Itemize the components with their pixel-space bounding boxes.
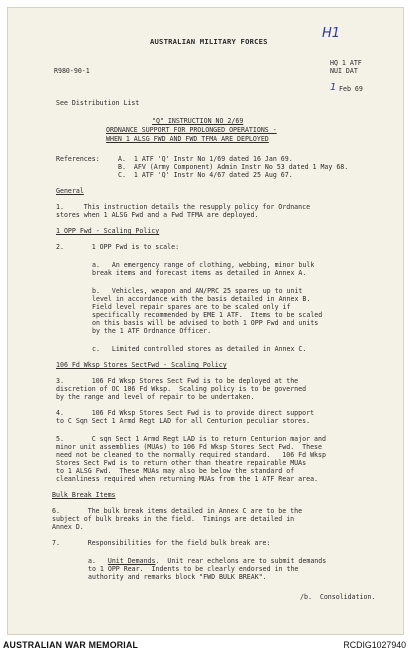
references-label: References: <box>56 155 100 163</box>
footer-bar <box>0 636 410 654</box>
paragraph-7a-text: . Unit rear echelons are to submit demands <box>155 557 327 565</box>
section-heading-bulk-break: Bulk Break Items <box>52 491 116 499</box>
paragraph-4-line-1: 4. 106 Fd Wksp Stores Sect Fwd is to provide direct support <box>56 409 315 417</box>
document-heading: AUSTRALIAN MILITARY FORCES <box>150 37 268 46</box>
section-heading-opp: 1 OPP Fwd - Scaling Policy <box>56 227 160 235</box>
paragraph-5-line-2: minor unit assemblies (MUAs) to 106 Fd Wksp Stores Sect Fwd. These <box>56 443 322 451</box>
continuation-line: /b. Consolidation. <box>300 593 376 601</box>
instruction-title: "Q" INSTRUCTION NO 2/69 <box>152 117 244 125</box>
paragraph-2b-line-5: on this basis will be advised to both 1 OPP Fwd and units <box>92 319 319 327</box>
reference-c: C. 1 ATF 'Q' Instr No 4/67 dated 25 Aug 67. <box>118 171 293 179</box>
paragraph-2c: c. Limited controlled stores as detailed in Annex C. <box>92 345 307 353</box>
paragraph-7a-line-2: to 1 OPP Rear. Indents to be clearly endorsed in the <box>88 565 299 573</box>
paragraph-1-line-1: 1. This instruction details the resupply policy for Ordnance <box>56 203 311 211</box>
reference-b: B. AFV (Army Component) Admin Instr No 53 dated 1 May 68. <box>118 163 349 171</box>
paragraph-1-line-2: stores when 1 ALSG Fwd and a Fwd TFMA are deployed. <box>56 211 259 219</box>
paragraph-2b-line-6: by the 1 ATF Ordnance Officer. <box>92 327 212 335</box>
paragraph-7a-label: a. <box>88 557 108 565</box>
paragraph-5-line-1: 5. C sqn Sect 1 Armd Regt LAD is to return Centurion major and <box>56 435 326 443</box>
instruction-subtitle-2: WHEN 1 ALSG FWD AND FWD TFMA ARE DEPLOYED <box>106 135 269 143</box>
paragraph-2b-line-4: specifically recommended by EME 1 ATF. Items to be scaled <box>92 311 323 319</box>
paragraph-2b-line-2: level in accordance with the basis detailed in Annex B. <box>92 295 311 303</box>
section-heading-wksp: 106 Fd Wksp Stores SectFwd - Scaling Policy <box>56 361 227 369</box>
reference-a: A. 1 ATF 'Q' Instr No 1/69 dated 16 Jan 69. <box>118 155 293 163</box>
paragraph-3-line-2: discretion of OC 106 Fd Wksp. Scaling policy is to be governed <box>56 385 307 393</box>
paragraph-5-line-4: Stores Sect Fwd is to return other than theatre repairable MUAs <box>56 459 307 467</box>
paragraph-2: 2. 1 OPP Fwd is to scale: <box>56 243 180 251</box>
paragraph-6-line-3: Annex D. <box>52 523 84 531</box>
paragraph-7a-line-3: authority and remarks block "FWD BULK BREAK". <box>88 573 267 581</box>
paragraph-3-line-1: 3. 106 Fd Wksp Stores Sect Fwd is to be deployed at the <box>56 377 299 385</box>
footer-record-id: RCDIG1027940 <box>343 640 406 650</box>
paragraph-2a-line-1: a. An emergency range of clothing, webbing, minor bulk <box>92 261 315 269</box>
paragraph-7: 7. Responsibilities for the field bulk break are: <box>52 539 271 547</box>
instruction-subtitle-1: ORDNANCE SUPPORT FOR PROLONGED OPERATIONS - <box>106 126 277 134</box>
paragraph-6-line-1: 6. The bulk break items detailed in Annex C are to be the <box>52 507 303 515</box>
hq-line-1: HQ 1 ATF <box>330 59 362 67</box>
paragraph-3-line-3: by the range and level of repair to be undertaken. <box>56 393 255 401</box>
paragraph-6-line-2: subject of bulk breaks in the field. Timings are detailed in <box>52 515 295 523</box>
paragraph-2b-line-1: b. Vehicles, weapon and AN/PRC 25 spares up to unit <box>92 287 303 295</box>
hq-line-2: NUI DAT <box>330 67 358 75</box>
footer-source-label: AUSTRALIAN WAR MEMORIAL <box>3 640 139 650</box>
paragraph-5-line-3: need not be cleaned to the normally required standard. 106 Fd Wksp <box>56 451 326 459</box>
paragraph-2b-line-3: Field level repair spares are to be scaled only if <box>92 303 291 311</box>
paragraph-7a-heading: Unit Demands <box>107 557 156 565</box>
document-date: Feb 69 <box>339 85 363 93</box>
file-reference: R980-90-1 <box>54 67 90 75</box>
paragraph-2a-line-2: break items and forecast items as detailed in Annex A. <box>92 269 307 277</box>
paragraph-5-line-6: cleanliness required when returning MUAs from the 1 ATF Rear area. <box>56 475 319 483</box>
paragraph-5-line-5: to 1 ALSG Fwd. These MUAs may also be below the standard of <box>56 467 295 475</box>
document-page <box>7 7 404 635</box>
paragraph-4-line-2: to C Sqn Sect 1 Armd Regt LAD for all Centurion peculiar stores. <box>56 417 311 425</box>
handwritten-date-day: 1 <box>330 82 337 93</box>
section-heading-general: General <box>56 187 84 195</box>
distribution-line: See Distribution List <box>56 99 140 107</box>
handwritten-annotation: H1 <box>322 26 341 41</box>
